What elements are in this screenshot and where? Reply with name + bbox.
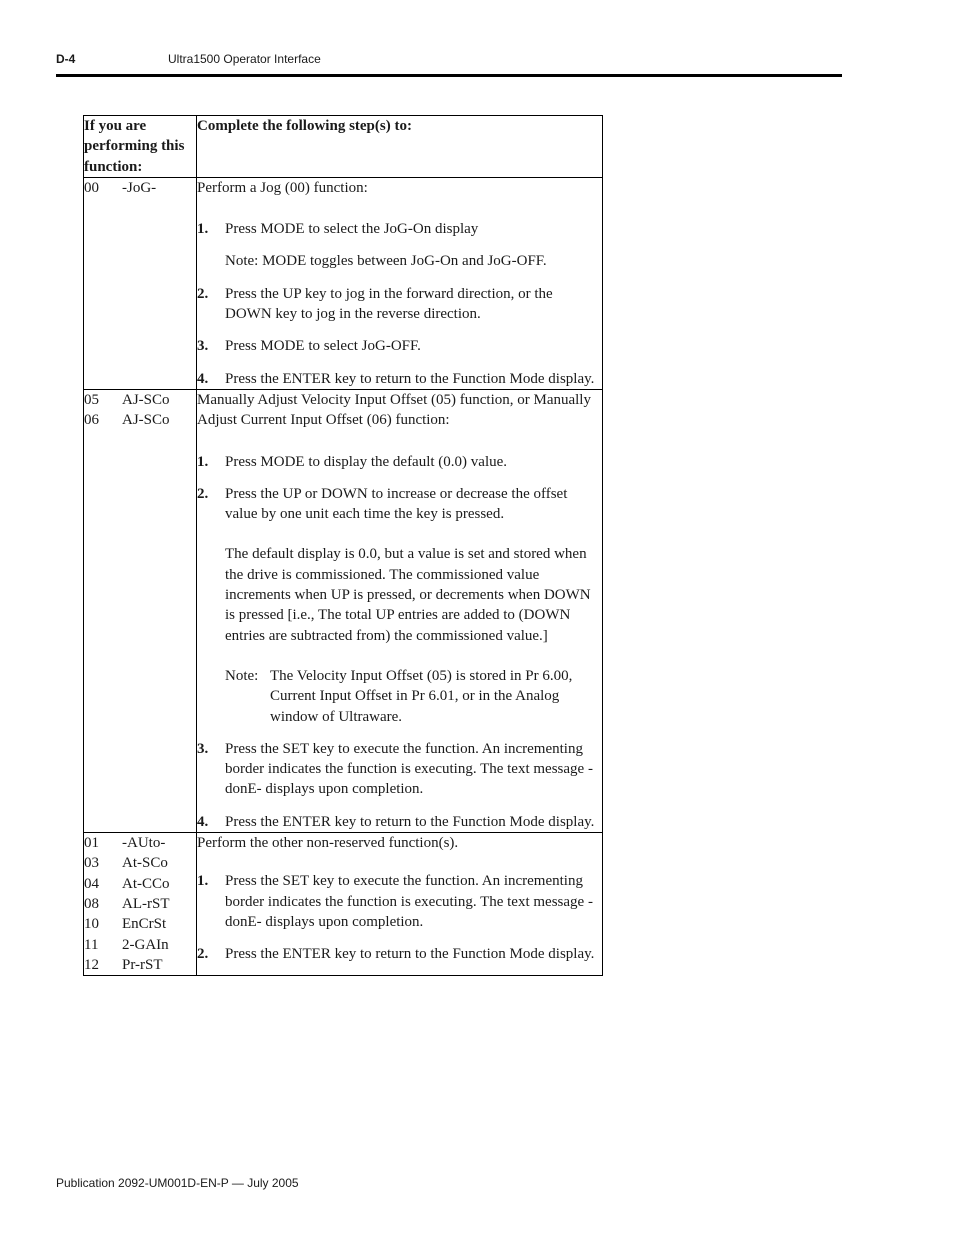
function-steps-table — [83, 115, 603, 976]
step-text: Press the UP key to jog in the forward direction, or the DOWN key to jog in the reverse direction. — [225, 285, 553, 323]
function-code-name: -AUto- — [122, 835, 166, 852]
step-text: Press the ENTER key to return to the Function Mode display. — [225, 370, 595, 387]
step-number: 1. — [197, 221, 209, 238]
step-text: Press the UP or DOWN to increase or decrease the offset value by one unit each time the key is pressed. — [225, 485, 568, 523]
step-text: Press MODE to display the default (0.0) value. — [225, 453, 508, 470]
step-item — [197, 871, 602, 932]
row-intro: Perform a Jog (00) function: — [197, 179, 368, 196]
row-intro: Manually Adjust Velocity Input Offset (05) function, or Manually Adjust Current Input Offset (06) function: — [197, 391, 591, 429]
steps-cell — [197, 389, 603, 832]
step-text: Press MODE to select the JoG-On display — [225, 221, 479, 238]
function-code — [84, 833, 196, 853]
function-code-number: 10 — [84, 916, 99, 933]
step-item — [197, 219, 602, 239]
step-item — [197, 284, 602, 325]
function-code-number: 01 — [84, 835, 99, 852]
function-code — [84, 410, 196, 430]
function-code-name: Pr-rST — [122, 956, 163, 973]
function-code-name: AJ-SCo — [122, 391, 170, 408]
function-code-name: 2-GAIn — [122, 936, 169, 953]
function-code-name: At-CCo — [122, 875, 170, 892]
row-intro: Perform the other non-reserved function(s). — [197, 835, 459, 852]
step-number: 4. — [197, 813, 209, 830]
step-text: Press MODE to select JoG-OFF. — [225, 338, 421, 355]
col1-header: If you are performing this function: — [84, 116, 197, 178]
function-code — [84, 853, 196, 873]
note-label: Note: — [225, 667, 259, 684]
function-code-number: 05 — [84, 391, 99, 408]
step-number: 2. — [197, 946, 209, 963]
col2-header: Complete the following step(s) to: — [197, 116, 603, 178]
table-row — [84, 833, 603, 976]
step-item — [197, 812, 602, 832]
steps-cell — [197, 177, 603, 389]
table-header-row — [84, 116, 603, 178]
function-code-number: 11 — [84, 936, 99, 953]
step-explanation: The default display is 0.0, but a value is set and stored when the drive is commissioned. The commissioned value increments when UP is pressed, or decrements when DOWN is pressed [i.e., The total UP entries are added to (DOWN entries are subtracted from) the commissioned value.] — [225, 546, 591, 644]
step-text: Press the ENTER key to return to the Function Mode display. — [225, 813, 595, 830]
step-item — [197, 739, 602, 800]
function-code-name: AJ-SCo — [122, 412, 170, 429]
step-number: 3. — [197, 740, 209, 757]
function-code-name: EnCrSt — [122, 916, 167, 933]
function-code — [84, 390, 196, 410]
function-codes-cell — [84, 833, 197, 976]
function-code-name: -JoG- — [122, 179, 157, 196]
steps-cell — [197, 833, 603, 976]
step-item — [197, 944, 602, 964]
function-code-name: AL-rST — [122, 895, 170, 912]
function-code — [84, 894, 196, 914]
function-code — [84, 935, 196, 955]
step-text: Press the ENTER key to return to the Function Mode display. — [225, 946, 595, 963]
function-code-number: 04 — [84, 875, 99, 892]
step-note — [225, 666, 602, 727]
step-note: Note: MODE toggles between JoG-On and JoG-OFF. — [225, 253, 547, 270]
step-number: 3. — [197, 338, 209, 355]
step-item — [197, 336, 602, 356]
function-codes-cell — [84, 177, 197, 389]
function-code — [84, 955, 196, 975]
function-code-number: 00 — [84, 179, 99, 196]
function-code-number: 08 — [84, 895, 99, 912]
function-code-number: 03 — [84, 855, 99, 872]
function-code — [84, 178, 196, 198]
step-item — [197, 369, 602, 389]
step-item — [197, 484, 602, 525]
function-code — [84, 874, 196, 894]
step-text: Press the SET key to execute the function. An incrementing border indicates the function is executing. The text message -donE- displays upon completion. — [225, 873, 593, 930]
page-number: D-4 — [56, 52, 76, 66]
running-header-title: Ultra1500 Operator Interface — [168, 52, 321, 66]
step-number: 1. — [197, 453, 209, 470]
function-code-number: 12 — [84, 956, 99, 973]
function-codes-cell — [84, 389, 197, 832]
step-number: 1. — [197, 873, 209, 890]
table-row — [84, 389, 603, 832]
step-number: 2. — [197, 285, 209, 302]
step-text: Press the SET key to execute the function. An incrementing border indicates the function is executing. The text message -donE- displays upon completion. — [225, 740, 593, 798]
table-row — [84, 177, 603, 389]
header-rule — [56, 74, 842, 77]
step-item — [197, 452, 602, 472]
step-number: 4. — [197, 370, 209, 387]
function-code-number: 06 — [84, 412, 99, 429]
function-code — [84, 914, 196, 934]
function-code-name: At-SCo — [122, 855, 168, 872]
step-number: 2. — [197, 485, 209, 502]
note-text: The Velocity Input Offset (05) is stored in Pr 6.00, Current Input Offset in Pr 6.01, or in the Analog window of Ultraware. — [270, 667, 573, 725]
publication-footer: Publication 2092-UM001D-EN-P — July 2005 — [56, 1176, 299, 1190]
